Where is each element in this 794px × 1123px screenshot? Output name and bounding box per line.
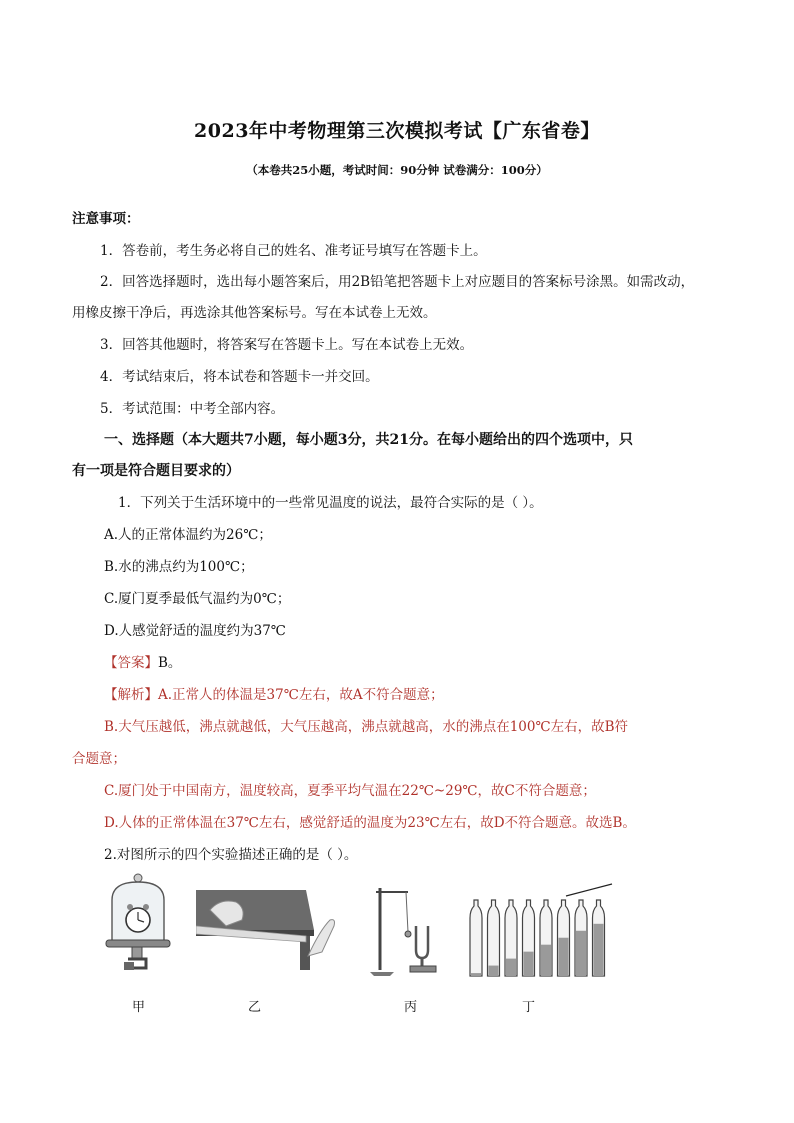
bottle bbox=[488, 900, 500, 976]
answer-tag: 【答案】 bbox=[104, 655, 158, 671]
notice-item-3: 3．回答其他题时，将答案写在答题卡上。写在本试卷上无效。 bbox=[100, 337, 474, 353]
analysis-tag: 【解析】 bbox=[104, 687, 158, 703]
bottle bbox=[470, 900, 482, 976]
ruler-table-figure bbox=[196, 890, 346, 972]
caption-bing: 丙 bbox=[404, 1000, 418, 1015]
q1-option-b: B.水的沸点约为100℃； bbox=[104, 559, 254, 575]
q1-analysis-b: B.大气压越低，沸点就越低，大气压越高，沸点就越高，水的沸点在100℃左右，故B符 bbox=[104, 719, 629, 735]
bottle-water bbox=[559, 938, 569, 976]
notice-heading: 注意事项： bbox=[72, 211, 140, 227]
bottle-water bbox=[594, 924, 604, 976]
section-heading: 一、选择题（本大题共7小题，每小题3分，共21分。在每小题给出的四个选项中，只 bbox=[104, 432, 633, 448]
bottle-water bbox=[506, 959, 516, 976]
notice-item-5: 5．考试范围：中考全部内容。 bbox=[100, 401, 285, 417]
bottle-water bbox=[524, 952, 534, 976]
water-bottles-figure bbox=[466, 880, 616, 980]
q1-option-a: A.人的正常体温约为26℃； bbox=[104, 527, 272, 543]
q1-option-d: D.人感觉舒适的温度约为37℃ bbox=[104, 623, 286, 639]
bottle-water bbox=[576, 931, 586, 976]
question-1-stem: 1．下列关于生活环境中的一些常见温度的说法，最符合实际的是（ ）。 bbox=[118, 495, 543, 511]
q1-analysis-b-cont: 合题意； bbox=[72, 751, 126, 767]
bottle-water bbox=[489, 966, 499, 976]
notice-item-2: 2．回答选择题时，选出每小题答案后，用2B铅笔把答题卡上对应题目的答案标号涂黑。如需改动， bbox=[100, 274, 695, 290]
q1-answer bbox=[104, 654, 760, 672]
section-heading-cont: 有一项是符合题目要求的） bbox=[72, 463, 240, 479]
caption-jia: 甲 bbox=[132, 1000, 146, 1015]
analysis-text: A.正常人的体温是37℃左右，故A不符合题意； bbox=[158, 687, 444, 703]
page-title: 2023年中考物理第三次模拟考试【广东省卷】 bbox=[194, 120, 600, 142]
notice-item-1: 1．答卷前，考生务必将自己的姓名、准考证号填写在答题卡上。 bbox=[100, 243, 487, 259]
notice-item-4: 4．考试结束后，将本试卷和答题卡一并交回。 bbox=[100, 369, 379, 385]
answer-value: B。 bbox=[158, 655, 182, 671]
caption-ding: 丁 bbox=[522, 1000, 536, 1015]
question-2-stem: 2.对图所示的四个实验描述正确的是（ ）。 bbox=[104, 847, 358, 863]
q1-analysis-d: D.人体的正常体温在37℃左右，感觉舒适的温度为23℃左右，故D不符合题意。故选B。 bbox=[104, 815, 636, 831]
tuning-fork-figure bbox=[370, 880, 450, 982]
caption-yi: 乙 bbox=[248, 1000, 262, 1015]
q1-option-c: C.厦门夏季最低气温约为0℃； bbox=[104, 591, 291, 607]
exam-info: （本卷共25小题，考试时间：90分钟 试卷满分：100分） bbox=[246, 163, 548, 177]
notice-item-2-cont: 用橡皮擦干净后，再选涂其他答案标号。写在本试卷上无效。 bbox=[72, 305, 437, 321]
q1-analysis-c: C.厦门处于中国南方，温度较高，夏季平均气温在22℃~29℃，故C不符合题意； bbox=[104, 783, 596, 799]
bottle-water bbox=[541, 945, 551, 976]
bottle-water bbox=[471, 973, 481, 976]
q1-analysis-a bbox=[104, 686, 760, 704]
bell-jar-figure bbox=[100, 870, 180, 982]
